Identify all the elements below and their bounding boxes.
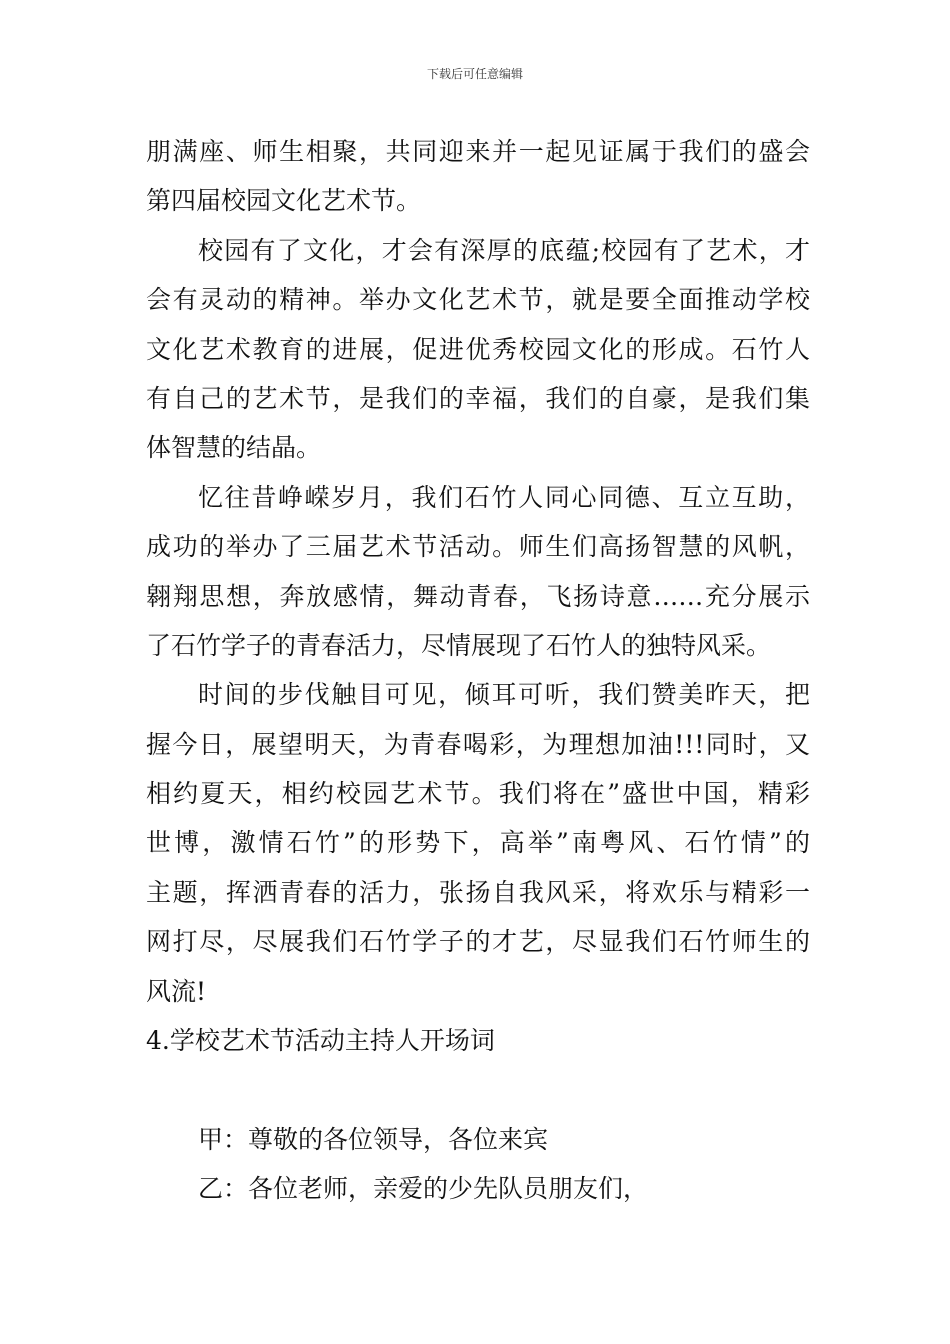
blank-line — [146, 1065, 810, 1114]
text-line: 世博，激情石竹”的形势下，高举”南粤风、石竹情”的 — [146, 828, 810, 858]
document-body — [146, 127, 810, 1214]
text-line: 第四届校园文化艺术节。 — [146, 186, 422, 216]
section-heading: 4.学校艺术节活动主持人开场词 — [146, 1026, 495, 1056]
text-line: 了石竹学子的青春活力，尽情展现了石竹人的独特风采。 — [146, 630, 772, 660]
dialogue-line: 乙：各位老师，亲爱的少先队员朋友们， — [198, 1174, 649, 1204]
text-line: 校园有了文化，才会有深厚的底蕴;校园有了艺术，才 — [198, 235, 810, 265]
text-line: 主题，挥洒青春的活力，张扬自我风采，将欢乐与精彩一 — [146, 877, 810, 907]
text-line: 文化艺术教育的进展，促进优秀校园文化的形成。石竹人 — [146, 334, 810, 364]
text-line: 握今日，展望明天，为青春喝彩，为理想加油!!!同时，又 — [146, 729, 810, 759]
text-line: 成功的举办了三届艺术节活动。师生们高扬智慧的风帆， — [146, 532, 810, 562]
text-line: 体智慧的结晶。 — [146, 433, 322, 463]
text-line: 风流! — [146, 976, 207, 1006]
dialogue-line: 甲：尊敬的各位领导，各位来宾 — [198, 1124, 549, 1154]
text-line: 网打尽，尽展我们石竹学子的才艺，尽显我们石竹师生的 — [146, 927, 810, 957]
text-line: 有自己的艺术节，是我们的幸福，我们的自豪，是我们集 — [146, 383, 810, 413]
text-line: 会有灵动的精神。举办文化艺术节，就是要全面推动学校 — [146, 285, 810, 315]
text-line: 时间的步伐触目可见，倾耳可听，我们赞美昨天，把 — [198, 680, 810, 710]
text-line: 朋满座、师生相聚，共同迎来并一起见证属于我们的盛会 — [146, 137, 810, 166]
text-line: 忆往昔峥嵘岁月，我们石竹人同心同德、互立互助， — [198, 482, 810, 512]
text-line: 翱翔思想，奔放感情，舞动青春，飞扬诗意……充分展示 — [146, 581, 810, 611]
text-line: 相约夏天，相约校园艺术节。我们将在”盛世中国，精彩 — [146, 779, 810, 809]
page-header: 下载后可任意编辑 — [426, 67, 523, 81]
